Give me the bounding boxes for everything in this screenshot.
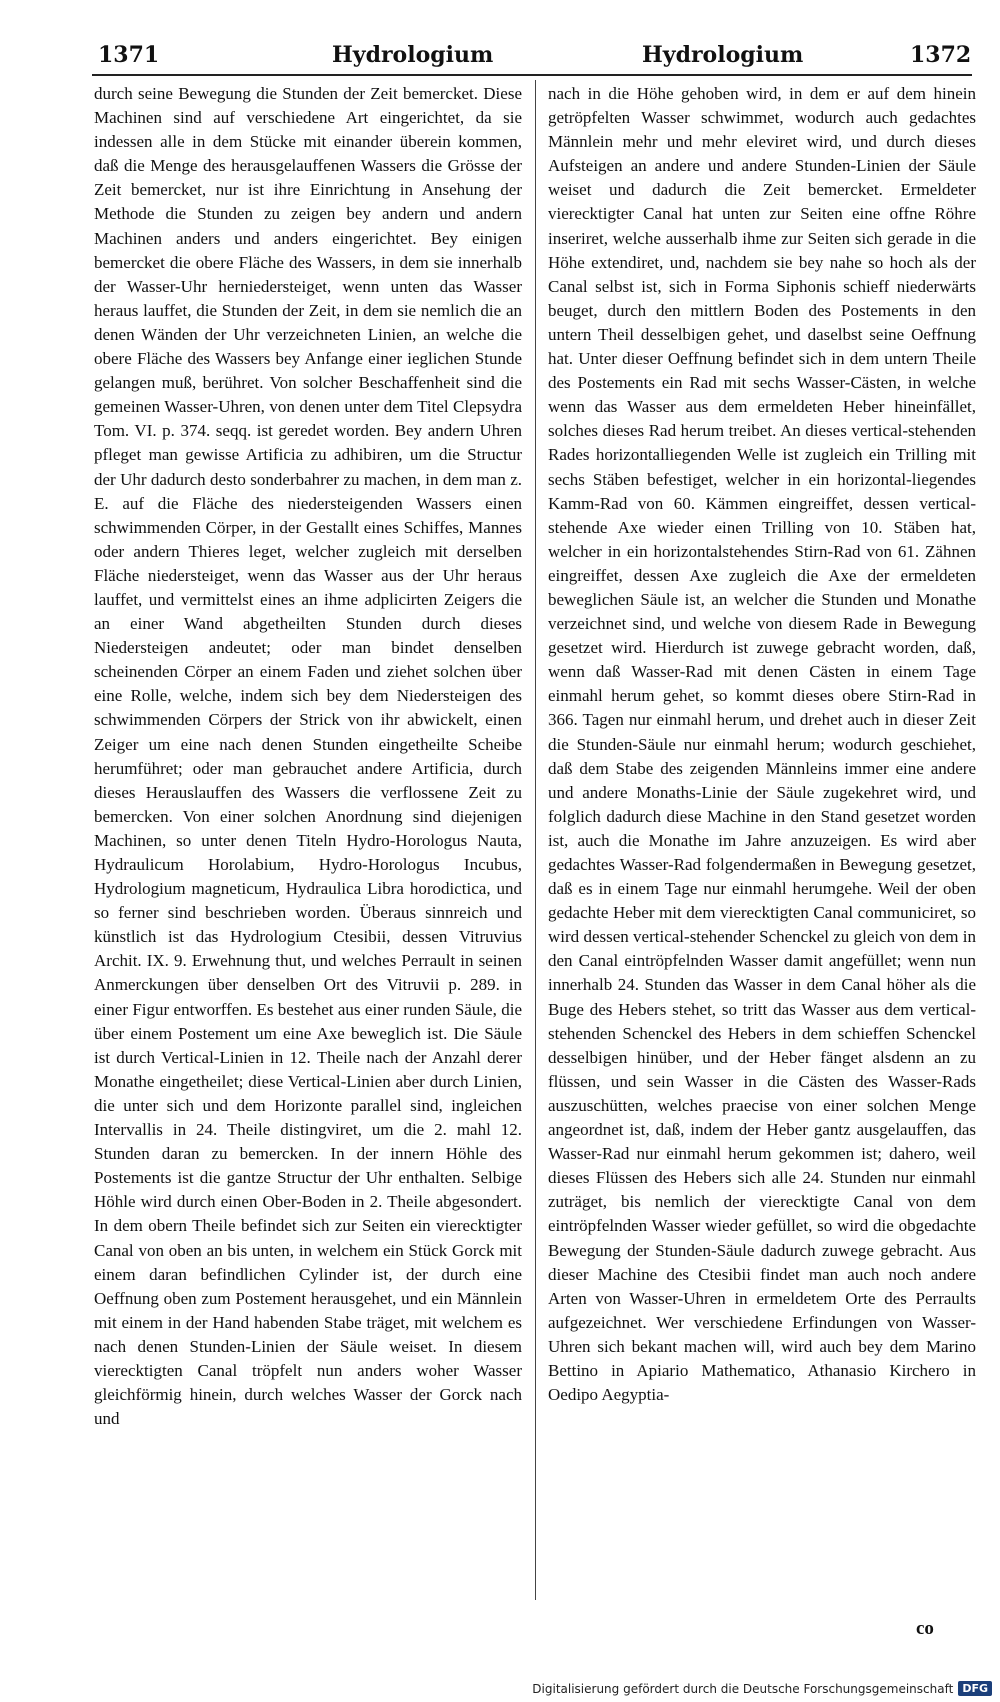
digitization-footer <box>532 1681 992 1696</box>
page-number-left: 1371 <box>98 42 160 68</box>
text-column-right <box>548 82 976 1612</box>
running-title-right: Hydrologium <box>642 42 804 68</box>
column-text: durch seine Bewegung die Stunden der Zeit bemercket. Diese Machinen sind auf verschiedene Art eingerichtet, da sie indessen alle in dem Stücke mit einander überein kommen, daß die Menge des herausgelauffenen Wassers die Grösse der Zeit bemercket, nur ist ihre Einrichtung in Ansehung der Methode die Stunden zu zeigen bey andern und andern Machinen anders und anders eingerichtet. Bey einigen bemercket die obere Fläche des Wassers, in dem sie innerhalb der Wasser-Uhr herniedersteiget, wenn unten das Wasser heraus lauffet, die Stunden der Zeit, in dem sie nemlich die an denen Wänden der Uhr verzeichneten Linien, an welche die obere Fläche des Wassers bey Anfange einer ieglichen Stunde gelangen muß, berühret. Von solcher Beschaffenheit sind die gemeinen Wasser-Uhren, von denen unter dem Titel Clepsydra Tom. VI. p. 374. seqq. ist geredet worden. Bey andern Uhren pfleget man gewisse Artificia zu adhibiren, um die Structur der Uhr dadurch desto sonderbahrer zu machen, in dem man z. E. auf die Fläche des niedersteigenden Wassers einen schwimmenden Cörper, in der Gestallt eines Schiffes, Mannes oder andern Thieres leget, welcher zugleich mit derselben Fläche niedersteiget, wenn das Wasser aus der Uhr heraus lauffet, und vermittelst eines an ihme adplicirten Zeigers die an einer Wand abgetheilten Stunden durch dieses Niedersteigen andeutet; oder man bindet denselben scheinenden Cörper an einem Faden und ziehet solchen über eine Rolle, welche, indem sich bey dem Niedersteigen des schwimmenden Cörpers der Strick von ihr abwickelt, einen Zeiger um eine nach denen Stunden eingetheilte Scheibe herumführet; oder man gebrauchet andere Artificia, durch dieses Herauslauffen des Wassers die verflossene Zeit zu bemercken. Von einer solchen Anordnung sind diejenigen Machinen, so unter denen Titeln Hydro-Horologus Nauta, Hydraulicum Horolabium, Hydro-Horologus Incubus, Hydrologium magneticum, Hydraulica Libra horodictica, und so ferner sind beschrieben worden. Überaus sinnreich und künstlich ist das Hydrologium Ctesibii, dessen Vitruvius Archit. IX. 9. Erwehnung thut, und welches Perrault in seinen Anmerckungen über denselben Ort des Vitruvii p. 289. in einer Figur entworffen. Es bestehet aus einer runden Säule, die über einem Postement um eine Axe beweglich ist. Die Säule ist durch Vertical-Linien in 12. Theile nach der Anzahl derer Monathe eingetheilet; diese Vertical-Linien aber durch Linien, die unter sich und dem Horizonte parallel sind, ingleichen Intervallis in 24. Theile distingviret, um die 2. mahl 12. Stunden daran zu bemercken. In der innern Höhle des Postements ist die gantze Structur der Uhr enthalten. Selbige Höhle wird durch einen Ober-Boden in 2. Theile abgesondert. In dem obern Theile befindet sich zur Seiten ein vierecktigter Canal von oben an bis unten, in welchem ein Stück Gorck mit einem daran befindlichen Cylinder ist, der durch eine Oeffnung oben zum Postement herausgehet, und ein Männlein mit einem in der Hand habenden Stabe träget, mit welchem es nach denen Stunden-Linien der Säule weiset. In diesem vierecktigten Canal tröpfelt nun anders woher Wasser gleichförmig hinein, durch welches Wasser der Gorck nach und <box>94 84 522 1429</box>
book-page <box>70 38 982 1658</box>
footer-text: Digitalisierung gefördert durch die Deutsche Forschungsgemeinschaft <box>532 1681 954 1696</box>
column-text: nach in die Höhe gehoben wird, in dem er auf dem hinein getröpfelten Wasser schwimmet, wodurch auch gedachtes Männlein mehr und mehr eleviret wird, und durch dieses Aufsteigen an andere und andere Stunden-Linien der Säule weiset und dadurch die Zeit bemercket. Ermeldeter vierecktigter Canal hat unten zur Seiten eine offne Röhre inseriret, welche ausserhalb ihme zur Seiten sich gerade in die Höhe extendiret, und, nachdem sie bey nahe so hoch als der Canal selbst ist, sich in Forma Siphonis schieff niederwärts beuget, durch den mittlern Boden des Postements in den untern Theil desselbigen gehet, und daselbst seine Oeffnung hat. Unter dieser Oeffnung befindet sich in dem untern Theile des Postements ein Rad mit sechs Wasser-Cästen, in welche wenn das Wasser aus dem ermeldeten Heber hineinfället, solches dieses Rad herum treibet. An dieses vertical-stehenden Rades horizontalliegenden Welle ist zugleich ein Trilling mit sechs Stäben befestiget, welcher in ein horizontal-liegendes Kamm-Rad von 60. Kämmen eingreiffet, dessen vertical-stehende Axe wieder einen Trilling von 10. Stäben hat, welcher in ein horizontalstehendes Stirn-Rad von 61. Zähnen eingreiffet, dessen Axe zugleich die Axe der ermeldeten beweglichen Säule ist, an welcher die Stunden und Monathe verzeichnet sind, und welche von diesem Rade in Bewegung gesetzet wird. Hierdurch ist zuwege gebracht worden, daß, wenn daß Wasser-Rad mit denen Cästen in einem Tage einmahl herum gehet, so kommt dieses obere Stirn-Rad in 366. Tagen nur einmahl herum, und drehet auch in dieser Zeit die Stunden-Säule nur einmahl herum; wodurch geschiehet, daß dem Stabe des zeigenden Männleins immer eine andere und andere Monaths-Linie der Säule zugekehret wird, und folglich dadurch diese Machine in den Stand gesetzet worden ist, auch die Monathe im Jahre anzuzeigen. Es wird aber gedachtes Wasser-Rad folgendermaßen in Bewegung gesetzet, daß es in einem Tage nur einmahl herumgehe. Weil der oben gedachte Heber mit dem vierecktigten Canal communiciret, so wird dessen vertical-stehender Schenckel zu gleich von dem in den Canal eintröpfelnden Wasser damit angefüllet; wenn nun innerhalb 24. Stunden das Wasser in dem Canal höher als die Buge des Hebers stehet, so tritt das Wasser aus dem vertical-stehenden Schenckel des Hebers in dem schieffen Schenckel desselbigen hinüber, und der Heber fänget alsdenn an zu flüssen, und sein Wasser in die Cästen des Wasser-Rads auszuschütten, welches praecise von einer solchen Menge angeordnet ist, daß, indem der Heber gantz ausgelauffen, das Wasser-Rad nur einmahl herum gekommen ist; dahero, weil dieses Flüssen des Hebers sich alle 24. Stunden nur einmahl zuträget, bis nemlich der vierecktigte Canal von dem eintröpfelnden Wasser wieder gefüllet, so wird die obgedachte Bewegung der Stunden-Säule dadurch zuwege gebracht. Aus dieser Machine des Ctesibii findet man auch noch andere Arten von Wasser-Uhren in ermeldetem Orte des Perraults aufgezeichnet. Wer verschiedene Erfindungen von Wasser-Uhren sich bekant machen will, wird auch bey dem Marino Bettino in Apiario Mathematico, Athanasio Kirchero in Oedipo Aegyptia- <box>548 84 976 1405</box>
text-column-left <box>94 82 522 1612</box>
catchword: co <box>916 1618 934 1639</box>
column-divider <box>535 80 536 1600</box>
page-number-right: 1372 <box>910 42 972 68</box>
running-header <box>70 38 982 72</box>
header-rule <box>92 74 972 76</box>
dfg-logo-icon: DFG <box>958 1681 992 1696</box>
running-title-left: Hydrologium <box>332 42 494 68</box>
